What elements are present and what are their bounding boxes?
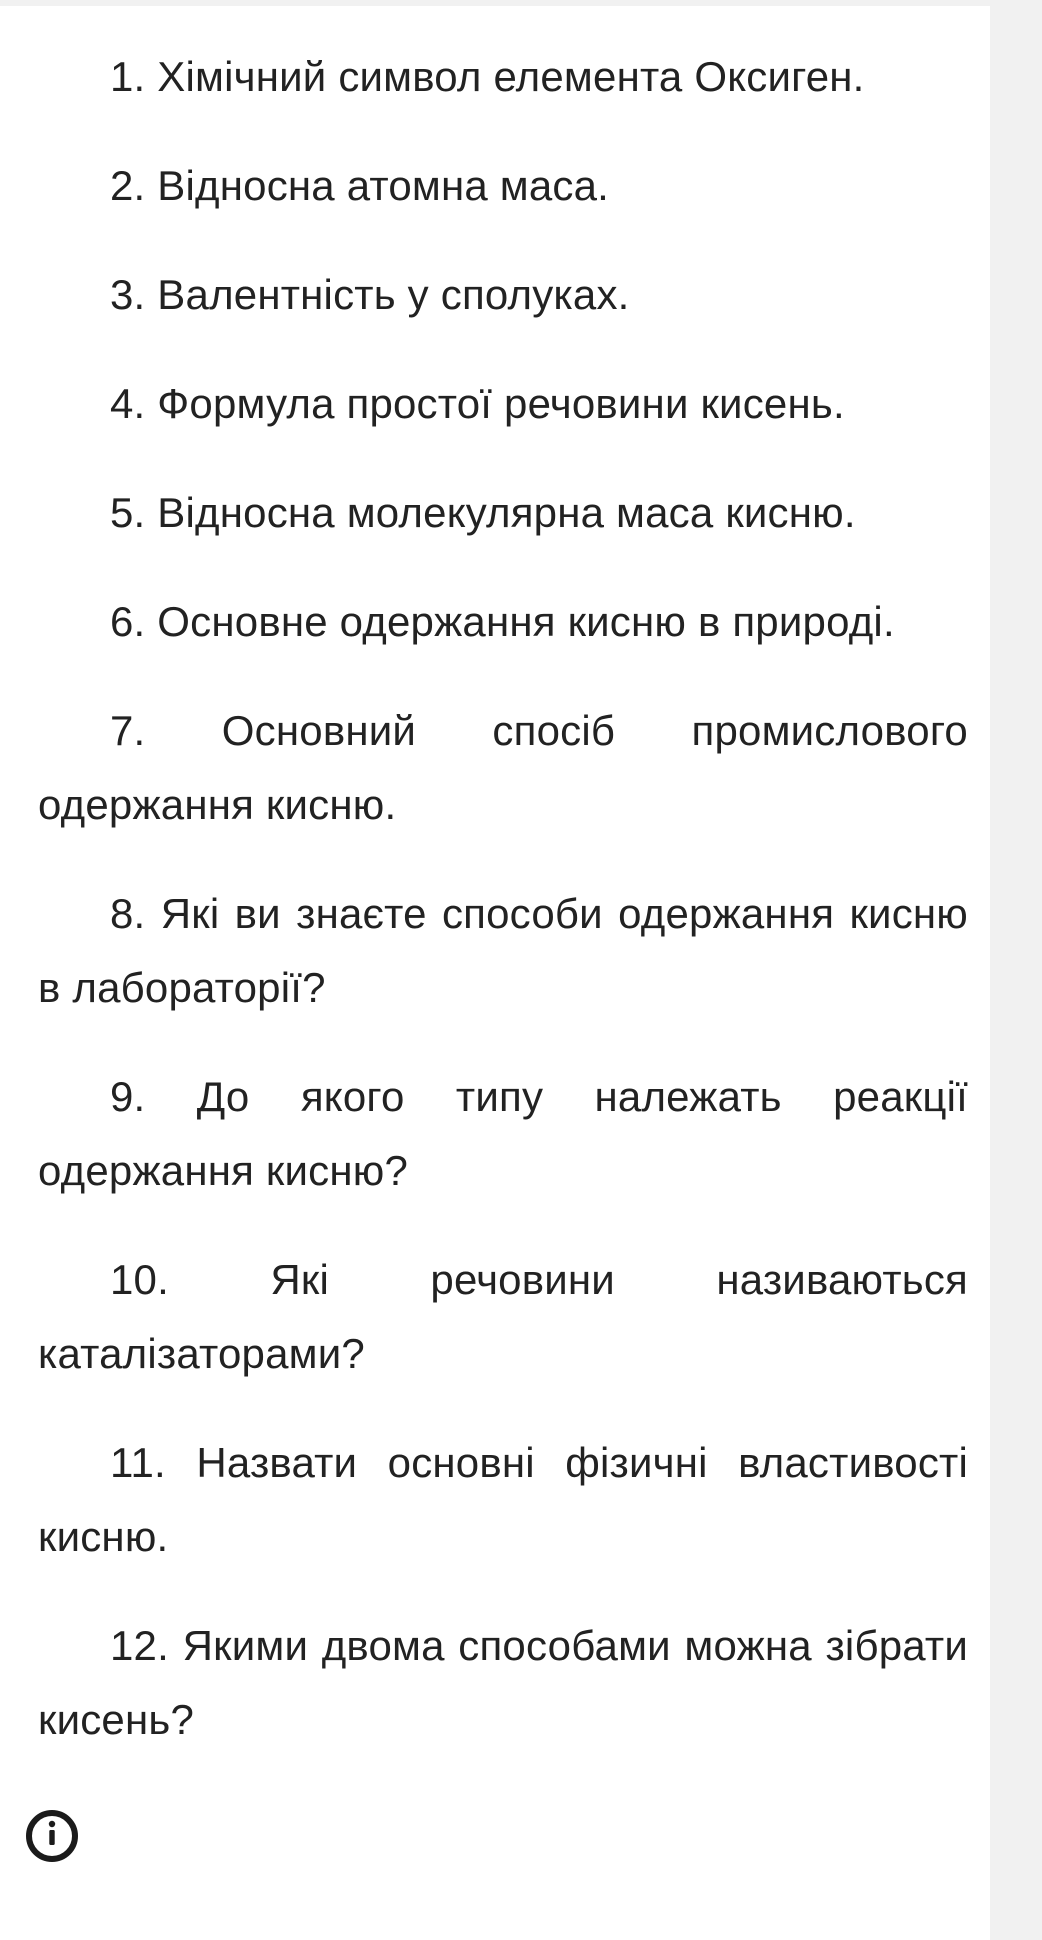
document-page (0, 6, 990, 1940)
question-item: 6. Основне одержання кисню в природі. (110, 598, 895, 645)
info-icon (41, 1820, 63, 1853)
info-button[interactable] (26, 1810, 78, 1862)
question-item: 11. Назвати основні фізичні властивості кисню. (38, 1439, 968, 1560)
question-item: 9. До якого типу належать реакції одержання кисню? (38, 1073, 968, 1194)
question-item: 2. Відносна атомна маса. (110, 162, 610, 209)
question-item: 5. Відносна молекулярна маса кисню. (110, 489, 856, 536)
question-item: 1. Хімічний символ елемента Оксиген. (110, 53, 865, 100)
question-item: 4. Формула простої речовини кисень. (110, 380, 845, 427)
question-list (38, 40, 968, 1792)
question-item: 7. Основний спосіб промислового одержання кисню. (38, 707, 968, 828)
question-item: 8. Які ви знаєте способи одержання кисню в лабораторії? (38, 890, 968, 1011)
question-item: 12. Якими двома способами можна зібрати кисень? (38, 1622, 968, 1743)
question-item: 10. Які речовини називаються каталізаторами? (38, 1256, 968, 1377)
question-item: 3. Валентність у сполуках. (110, 271, 630, 318)
